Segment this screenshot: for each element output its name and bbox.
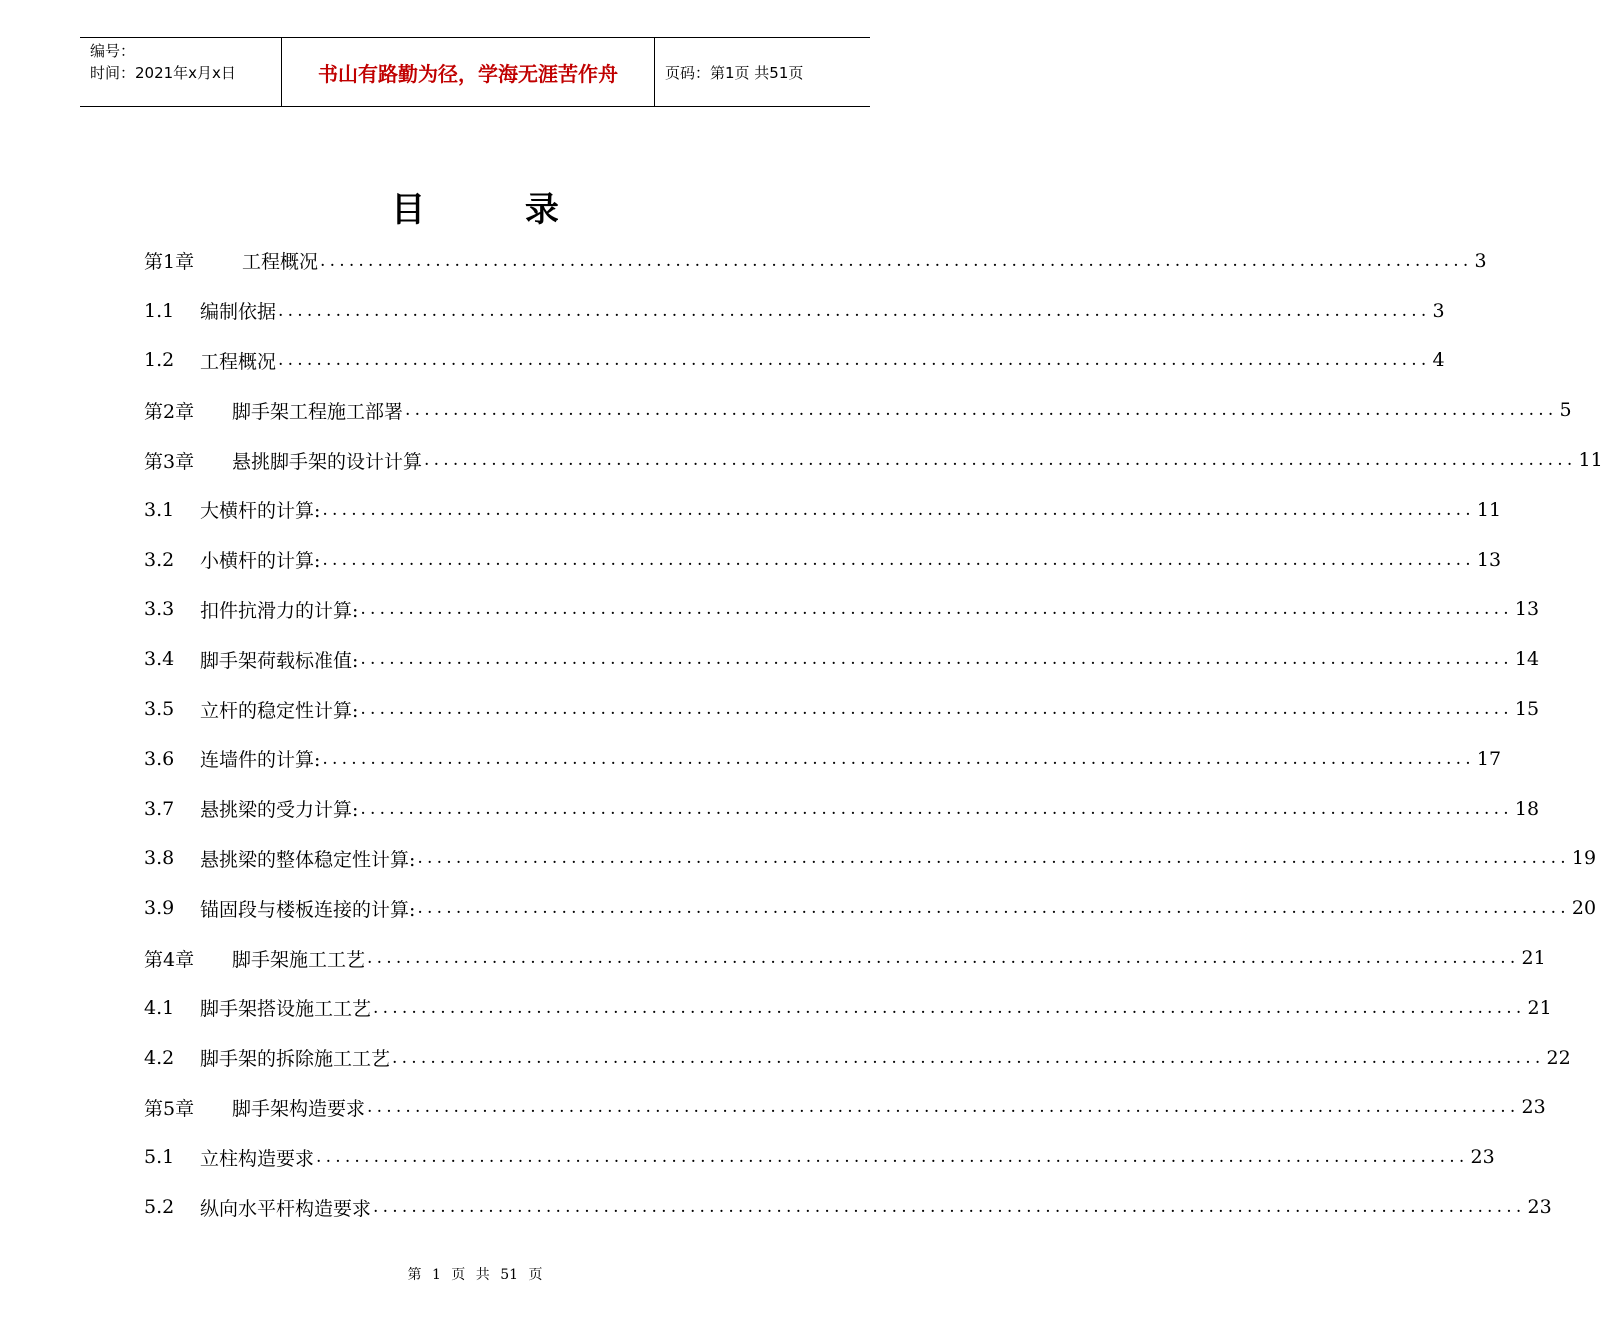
toc-entry-number: 3.7: [144, 797, 175, 820]
toc-entry-title: 脚手架搭设施工工艺: [200, 998, 372, 1021]
toc-leader-dots: ........................................................................................................................: [367, 1097, 1520, 1118]
toc-entry-number: 第1章: [144, 251, 195, 274]
toc-leader-dots: ........................................................................................................................: [278, 300, 1431, 321]
toc-entry-number: 第5章: [144, 1097, 195, 1120]
toc-entry-number: 1.2: [144, 349, 175, 372]
toc-entry-page: 15: [1514, 698, 1540, 721]
toc-leader-dots: ........................................................................................................................: [392, 1047, 1545, 1068]
toc-entry[interactable]: [144, 684, 1540, 734]
toc-entry[interactable]: [144, 485, 1502, 535]
page-footer: 第 1 页 共 51 页: [407, 1267, 543, 1283]
toc-entry-number: 3.9: [144, 897, 175, 920]
toc-leader-dots: ........................................................................................................................: [278, 350, 1431, 371]
toc-entry-title: 悬挑梁的受力计算:: [200, 799, 359, 822]
toc-entry-number: 3.2: [144, 548, 175, 571]
toc-entry[interactable]: [144, 1182, 1552, 1232]
toc-entry-number: 4.1: [144, 996, 175, 1019]
document-number-label: 编号：: [90, 42, 136, 60]
toc-entry[interactable]: [144, 385, 1572, 435]
toc-entry-title: 立柱构造要求: [200, 1147, 315, 1170]
document-date: 时间：2021年x月x日: [90, 64, 236, 82]
toc-entry-title: 脚手架工程施工部署: [232, 400, 404, 423]
toc-entry-page: 11: [1578, 449, 1603, 472]
toc-entry-number: 3.3: [144, 598, 175, 621]
toc-entry[interactable]: [144, 734, 1502, 784]
toc-entry[interactable]: [144, 585, 1540, 635]
toc-leader-dots: ........................................................................................................................: [367, 948, 1520, 969]
toc-entry-number: 3.6: [144, 747, 175, 770]
toc-leader-dots: ........................................................................................................................: [360, 798, 1513, 819]
toc-entry-title: 纵向水平杆构造要求: [200, 1197, 372, 1220]
toc-entry-page: 23: [1527, 1196, 1552, 1219]
toc-entry-number: 3.8: [144, 847, 175, 870]
toc-entry-title: 工程概况: [200, 350, 277, 373]
toc-leader-dots: ........................................................................................................................: [360, 699, 1513, 720]
toc-entry[interactable]: [144, 336, 1445, 386]
header-meta: [80, 38, 281, 106]
toc-entry-page: 13: [1514, 598, 1540, 621]
toc-entry-page: 17: [1476, 747, 1502, 770]
toc-entry-page: 20: [1571, 897, 1597, 920]
toc-entry-title: 锚固段与楼板连接的计算:: [200, 898, 416, 921]
page-header: [80, 37, 870, 107]
toc-leader-dots: ........................................................................................................................: [360, 649, 1513, 670]
toc-leader-dots: ........................................................................................................................: [360, 599, 1513, 620]
toc-leader-dots: ........................................................................................................................: [373, 1197, 1526, 1218]
toc-leader-dots: ........................................................................................................................: [320, 250, 1473, 271]
toc-entry[interactable]: [144, 435, 1603, 485]
toc-entry-page: 14: [1514, 648, 1540, 671]
toc-entry[interactable]: [144, 983, 1552, 1033]
toc-leader-dots: ........................................................................................................................: [405, 400, 1558, 421]
toc-entry[interactable]: [144, 933, 1546, 983]
toc-entry-title: 悬挑梁的整体稳定性计算:: [200, 848, 416, 871]
toc-entry-title: 悬挑脚手架的设计计算: [232, 450, 423, 473]
toc-entry[interactable]: [144, 1033, 1571, 1083]
toc-entry[interactable]: [144, 883, 1597, 933]
toc-entry-number: 第4章: [144, 948, 195, 971]
toc-entry-number: 3.4: [144, 648, 175, 671]
toc-entry-title: 脚手架施工工艺: [232, 948, 366, 971]
toc-entry-number: 5.1: [144, 1146, 175, 1169]
toc-entry-title: 工程概况: [242, 251, 319, 274]
toc-entry-title: 连墙件的计算:: [200, 749, 321, 772]
toc-entry-title: 脚手架构造要求: [232, 1097, 366, 1120]
toc-entry[interactable]: [144, 236, 1487, 286]
toc-entry-page: 21: [1521, 947, 1546, 970]
toc-entry-number: 4.2: [144, 1046, 175, 1069]
toc-leader-dots: ........................................................................................................................: [417, 898, 1570, 919]
toc-leader-dots: ........................................................................................................................: [322, 748, 1475, 769]
toc-entry-number: 第2章: [144, 400, 195, 423]
toc-leader-dots: ........................................................................................................................: [417, 848, 1570, 869]
toc-entry-page: 5: [1559, 399, 1572, 422]
header-page-info: 页码：第1页 共51页: [665, 63, 804, 82]
toc-leader-dots: ........................................................................................................................: [316, 1147, 1469, 1168]
toc-entry-number: 第3章: [144, 450, 195, 473]
toc-entry-title: 脚手架的拆除施工工艺: [200, 1048, 391, 1071]
toc-entry-page: 13: [1476, 548, 1502, 571]
toc-entry-page: 18: [1514, 797, 1540, 820]
toc-entry-page: 21: [1527, 996, 1552, 1019]
table-of-contents: [144, 236, 1603, 1232]
toc-entry[interactable]: [144, 1132, 1495, 1182]
toc-entry-page: 11: [1476, 498, 1502, 521]
toc-entry-page: 23: [1521, 1096, 1546, 1119]
toc-entry-title: 脚手架荷载标准值:: [200, 649, 359, 672]
toc-entry-number: 3.5: [144, 698, 175, 721]
toc-entry[interactable]: [144, 634, 1540, 684]
toc-entry-title: 编制依据: [200, 301, 277, 324]
toc-entry[interactable]: [144, 834, 1597, 884]
toc-entry[interactable]: [144, 286, 1445, 336]
toc-entry-page: 22: [1546, 1046, 1571, 1069]
header-motto: 书山有路勤为径，学海无涯苦作舟: [281, 38, 655, 106]
toc-leader-dots: ........................................................................................................................: [322, 499, 1475, 520]
toc-entry-page: 3: [1474, 249, 1487, 272]
toc-leader-dots: ........................................................................................................................: [322, 549, 1475, 570]
toc-entry[interactable]: [144, 535, 1502, 585]
toc-entry-title: 小横杆的计算:: [200, 550, 321, 573]
toc-entry-page: 23: [1470, 1146, 1495, 1169]
toc-entry-number: 1.1: [144, 299, 175, 322]
toc-leader-dots: ........................................................................................................................: [424, 450, 1577, 471]
toc-entry-title: 大横杆的计算:: [200, 500, 321, 523]
page-title: 目 录: [391, 190, 603, 230]
toc-entry[interactable]: [144, 784, 1540, 834]
toc-entry-title: 立杆的稳定性计算:: [200, 699, 359, 722]
toc-leader-dots: ........................................................................................................................: [373, 997, 1526, 1018]
toc-entry-number: 5.2: [144, 1196, 175, 1219]
toc-entry-page: 19: [1571, 847, 1597, 870]
toc-entry-page: 3: [1432, 299, 1445, 322]
toc-entry[interactable]: [144, 1083, 1546, 1133]
toc-entry-page: 4: [1432, 349, 1445, 372]
toc-entry-number: 3.1: [144, 498, 175, 521]
toc-entry-title: 扣件抗滑力的计算:: [200, 599, 359, 622]
